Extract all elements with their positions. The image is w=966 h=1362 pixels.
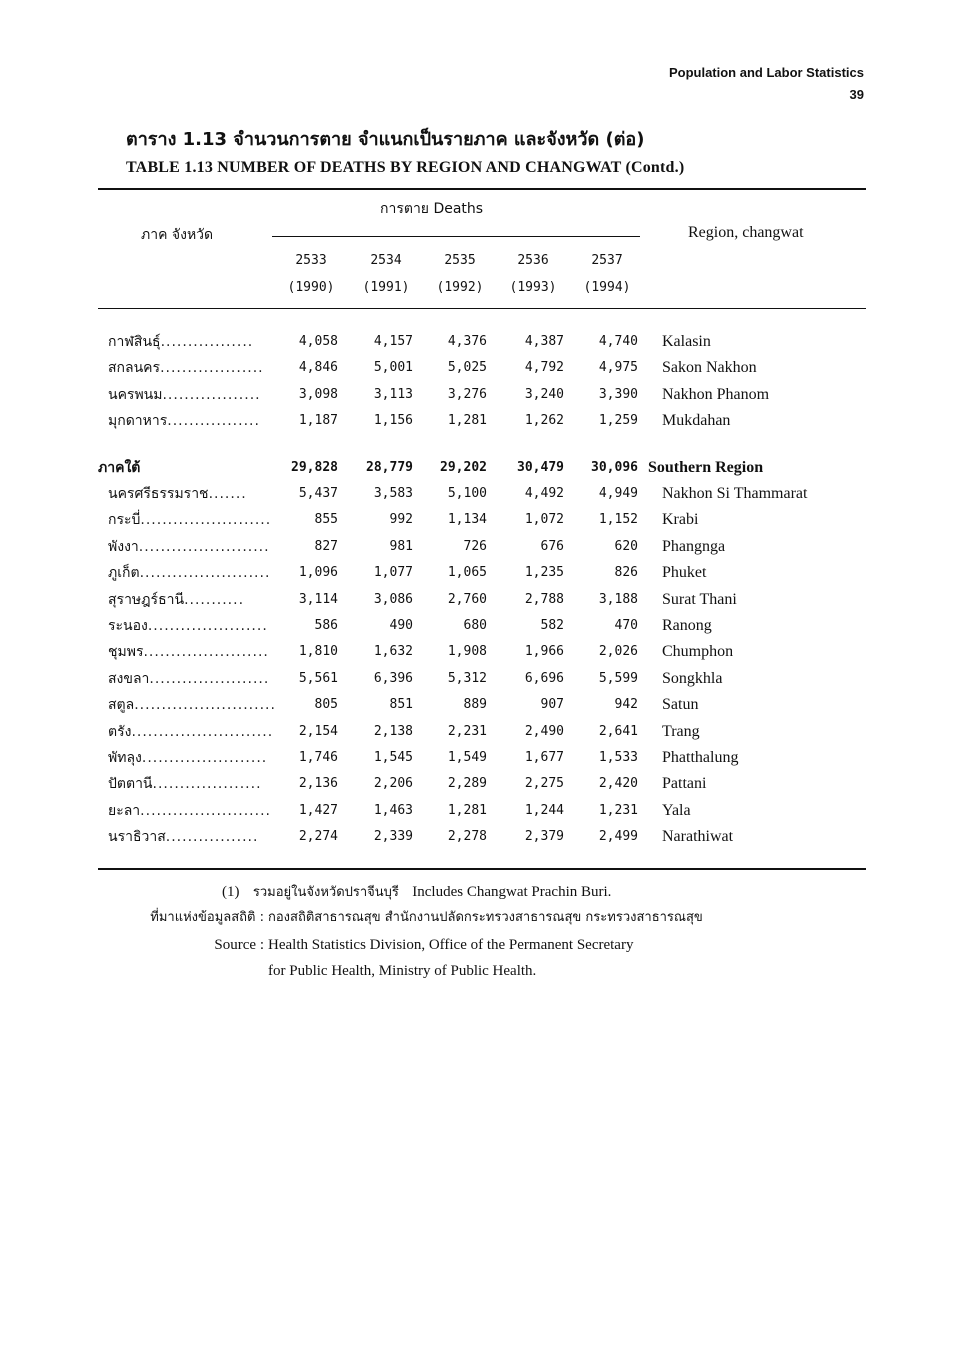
deaths-value: 981 xyxy=(389,538,413,554)
changwat-english: Surat Thani xyxy=(662,590,737,608)
deaths-value: 5,561 xyxy=(298,670,338,686)
deaths-value: 676 xyxy=(540,538,564,554)
changwat-english: Songkhla xyxy=(662,669,723,687)
leader-dots: ........................ xyxy=(140,802,271,819)
deaths-value: 855 xyxy=(314,512,338,528)
deaths-value: 4,376 xyxy=(447,334,487,349)
changwat-thai-name: นราธิวาส xyxy=(108,829,166,846)
deaths-value: 1,065 xyxy=(447,565,487,581)
deaths-value: 1,187 xyxy=(298,413,338,429)
year-ad-1994: (1994) xyxy=(583,280,631,295)
deaths-value: 1,231 xyxy=(598,802,638,818)
deaths-value: 1,072 xyxy=(524,512,564,528)
changwat-thai-name: ยะลา xyxy=(108,802,141,819)
table-title-thai: ตาราง 1.13 จำนวนการตาย จำแนกเป็นรายภาค และจังหวัด (ต่อ) xyxy=(126,129,645,150)
leader-dots: .......................... xyxy=(131,723,274,740)
table-row xyxy=(98,587,866,613)
changwat-thai xyxy=(108,692,276,718)
changwat-thai-name: ชุมพร xyxy=(108,644,144,661)
source-label-english: Source : xyxy=(214,937,264,953)
deaths-value: 5,599 xyxy=(598,670,638,686)
header-rule xyxy=(98,308,866,309)
changwat-english: Phatthalung xyxy=(662,749,739,766)
changwat-thai xyxy=(108,666,270,692)
table-row xyxy=(98,481,866,507)
deaths-value: 1,134 xyxy=(447,512,487,528)
deaths-value: 620 xyxy=(614,538,638,554)
changwat-thai-name: พังงา xyxy=(108,538,139,555)
deaths-value: 4,058 xyxy=(298,334,338,349)
year-ad-1990: (1990) xyxy=(287,280,335,295)
deaths-value: 1,677 xyxy=(524,750,564,765)
deaths-value: 1,746 xyxy=(298,750,338,765)
changwat-english: Yala xyxy=(662,801,691,819)
leader-dots: ...................... xyxy=(149,670,270,687)
running-head xyxy=(669,62,864,106)
changwat-english: Southern Region xyxy=(648,458,764,476)
year-ad-1993: (1993) xyxy=(509,280,557,295)
deaths-value: 2,154 xyxy=(298,723,338,739)
deaths-value: 2,339 xyxy=(373,829,413,845)
deaths-value: 1,281 xyxy=(447,802,487,818)
footnote-english: Includes Changwat Prachin Buri. xyxy=(412,884,612,900)
deaths-value: 1,156 xyxy=(373,413,413,429)
deaths-value: 3,113 xyxy=(373,386,413,402)
table-row xyxy=(98,560,866,586)
footnote xyxy=(222,882,611,903)
deaths-value: 29,202 xyxy=(440,459,487,475)
table-row xyxy=(98,534,866,560)
changwat-thai-name: ระนอง xyxy=(108,618,148,634)
changwat-english: Nakhon Phanom xyxy=(662,385,770,403)
header-deaths-underline xyxy=(272,236,640,237)
header-deaths: การตาย Deaths xyxy=(380,201,484,217)
changwat-thai-name: สงขลา xyxy=(108,670,150,687)
deaths-value: 827 xyxy=(314,538,338,554)
changwat-english: Narathiwat xyxy=(662,828,734,846)
deaths-value: 28,779 xyxy=(366,459,413,475)
changwat-english: Phuket xyxy=(662,564,707,582)
header-region-thai: ภาค จังหวัด xyxy=(141,227,214,243)
deaths-value: 2,641 xyxy=(598,723,638,739)
changwat-english: Krabi xyxy=(662,511,699,529)
source-english-line-2: for Public Health, Ministry of Public Health. xyxy=(268,963,537,979)
changwat-english: Phangnga xyxy=(662,537,726,555)
changwat-thai-name: สกลนคร xyxy=(108,360,161,377)
changwat-thai xyxy=(108,382,261,408)
deaths-value: 1,966 xyxy=(524,644,564,660)
deaths-value: 889 xyxy=(463,697,487,713)
deaths-value: 2,138 xyxy=(373,723,413,739)
deaths-value: 5,100 xyxy=(447,486,487,501)
table-row xyxy=(98,824,866,850)
changwat-thai xyxy=(108,355,264,381)
deaths-value: 1,549 xyxy=(447,750,487,765)
deaths-value: 2,379 xyxy=(524,829,564,845)
deaths-value: 490 xyxy=(389,618,413,633)
table-row xyxy=(98,329,866,355)
changwat-thai-name: สตูล xyxy=(108,697,135,714)
table-row xyxy=(98,613,866,639)
deaths-value: 2,499 xyxy=(598,829,638,845)
deaths-value: 907 xyxy=(540,697,564,713)
table-row xyxy=(98,719,866,745)
year-ad-1992: (1992) xyxy=(436,280,484,295)
deaths-value: 805 xyxy=(314,697,338,713)
deaths-value: 1,259 xyxy=(598,413,638,429)
leader-dots: ....................... xyxy=(141,750,268,766)
deaths-value: 2,490 xyxy=(524,723,564,739)
changwat-thai xyxy=(108,745,268,771)
deaths-value: 726 xyxy=(463,538,487,554)
changwat-thai xyxy=(108,329,258,355)
source-thai: กองสถิติสาธารณสุข สำนักงานปลัดกระทรวงสาธารณสุข กระทรวงสาธารณสุข xyxy=(268,910,703,925)
changwat-thai-name: มุกดาหาร xyxy=(108,413,168,430)
changwat-thai-name: ภูเก็ต xyxy=(108,565,140,582)
table-row xyxy=(98,507,866,533)
deaths-value: 2,136 xyxy=(298,776,338,792)
leader-dots: .......................... xyxy=(134,697,276,714)
deaths-value: 2,231 xyxy=(447,723,487,739)
deaths-value: 30,479 xyxy=(517,459,564,475)
year-be-2534: 2534 xyxy=(370,253,402,268)
leader-dots: ........................ xyxy=(138,538,270,555)
running-head-title: Population and Labor Statistics xyxy=(668,65,864,80)
deaths-value: 942 xyxy=(614,697,638,713)
changwat-thai-name: ตรัง xyxy=(108,723,132,740)
deaths-value: 3,276 xyxy=(447,386,487,402)
leader-dots: .................. xyxy=(162,386,261,403)
deaths-value: 4,387 xyxy=(524,334,564,349)
deaths-value: 3,188 xyxy=(598,591,638,607)
deaths-value: 2,274 xyxy=(298,829,338,845)
deaths-value: 1,533 xyxy=(598,750,638,765)
deaths-value: 2,275 xyxy=(524,776,564,792)
table-row xyxy=(98,382,866,408)
deaths-value: 4,949 xyxy=(598,486,638,501)
year-be-2536: 2536 xyxy=(517,253,549,268)
deaths-value: 3,098 xyxy=(298,386,338,402)
changwat-thai-name: นครพนม xyxy=(108,386,163,403)
deaths-value: 4,846 xyxy=(298,360,338,376)
header-region-english: Region, changwat xyxy=(688,224,804,241)
changwat-english: Satun xyxy=(662,696,699,714)
changwat-thai-name: พัทลุง xyxy=(108,750,142,766)
deaths-value: 4,792 xyxy=(524,360,564,376)
changwat-thai xyxy=(108,408,258,434)
changwat-thai xyxy=(108,560,271,586)
deaths-value: 2,760 xyxy=(447,591,487,607)
table-row xyxy=(98,745,866,771)
changwat-thai xyxy=(108,771,262,797)
region-row xyxy=(98,455,866,481)
leader-dots: ........................ xyxy=(139,565,271,582)
changwat-english: Sakon Nakhon xyxy=(662,359,757,377)
deaths-value: 1,262 xyxy=(524,413,564,429)
leader-dots: ................. xyxy=(167,413,260,430)
leader-dots: ...................... xyxy=(147,618,268,634)
changwat-english: Pattani xyxy=(662,775,707,793)
source-label-thai: ที่มาแห่งข้อมูลสถิติ : xyxy=(150,910,264,925)
deaths-value: 826 xyxy=(614,565,638,581)
changwat-thai xyxy=(108,534,270,560)
deaths-value: 2,788 xyxy=(524,591,564,607)
leader-dots: ....................... xyxy=(143,644,269,661)
deaths-value: 2,420 xyxy=(598,776,638,792)
changwat-thai xyxy=(108,798,271,824)
deaths-value: 3,114 xyxy=(298,591,338,607)
year-be-2535: 2535 xyxy=(444,253,476,268)
changwat-english: Trang xyxy=(662,722,700,740)
deaths-value: 30,096 xyxy=(591,459,638,475)
deaths-value: 851 xyxy=(389,697,413,713)
table-title-english: TABLE 1.13 NUMBER OF DEATHS BY REGION AND CHANGWAT (Contd.) xyxy=(126,159,685,176)
changwat-thai-name: ปัตตานี xyxy=(108,776,153,793)
deaths-value: 2,206 xyxy=(373,776,413,792)
deaths-value: 3,240 xyxy=(524,386,564,402)
deaths-value: 582 xyxy=(540,618,564,633)
leader-dots: ................... xyxy=(160,360,264,377)
year-be-2533: 2533 xyxy=(295,253,327,268)
changwat-thai-name: สุราษฎร์ธานี xyxy=(108,591,185,608)
table-row xyxy=(98,639,866,665)
bottom-rule xyxy=(98,868,866,870)
changwat-thai xyxy=(98,455,248,481)
deaths-value: 4,157 xyxy=(373,334,413,349)
deaths-value: 1,908 xyxy=(447,644,487,660)
footnote-mark: (1) xyxy=(222,884,240,900)
deaths-value: 5,437 xyxy=(298,486,338,501)
changwat-thai-name: ภาคใต้ xyxy=(98,459,141,476)
source-english-line-1: Health Statistics Division, Office of the Permanent Secretary xyxy=(268,937,634,953)
table-row xyxy=(98,771,866,797)
table-row xyxy=(98,798,866,824)
deaths-value: 3,086 xyxy=(373,591,413,607)
changwat-english: Ranong xyxy=(662,617,712,634)
table-row xyxy=(98,355,866,381)
changwat-english: Mukdahan xyxy=(662,412,731,430)
leader-dots: ....... xyxy=(208,486,247,502)
changwat-thai-name: กระบี่ xyxy=(108,512,141,529)
deaths-value: 3,390 xyxy=(598,386,638,402)
deaths-value: 1,632 xyxy=(373,644,413,660)
deaths-value: 1,427 xyxy=(298,802,338,818)
deaths-value: 1,545 xyxy=(373,750,413,765)
table-row xyxy=(98,692,866,718)
deaths-value: 586 xyxy=(314,618,338,633)
year-ad-1991: (1991) xyxy=(362,280,410,295)
changwat-thai xyxy=(108,639,269,665)
deaths-value: 992 xyxy=(389,512,413,528)
deaths-value: 1,244 xyxy=(524,802,564,818)
deaths-value: 2,289 xyxy=(447,776,487,792)
changwat-thai xyxy=(108,481,258,507)
table-row xyxy=(98,666,866,692)
deaths-value: 6,696 xyxy=(524,670,564,686)
leader-dots: ................. xyxy=(165,829,259,846)
deaths-value: 4,492 xyxy=(524,486,564,501)
deaths-value: 2,278 xyxy=(447,829,487,845)
deaths-value: 1,235 xyxy=(524,565,564,581)
footnote-thai: รวมอยู่ในจังหวัดปราจีนบุรี xyxy=(252,885,399,900)
deaths-value: 2,026 xyxy=(598,644,638,660)
deaths-value: 29,828 xyxy=(291,459,338,475)
changwat-thai-name: กาฬสินธุ์ xyxy=(108,334,161,350)
leader-dots: .................... xyxy=(152,776,262,793)
deaths-value: 5,001 xyxy=(373,360,413,376)
leader-dots: ................. xyxy=(160,334,254,350)
deaths-value: 1,281 xyxy=(447,413,487,429)
deaths-value: 1,077 xyxy=(373,565,413,581)
changwat-thai-name: นครศรีธรรมราช xyxy=(108,486,209,502)
changwat-thai xyxy=(108,824,258,850)
deaths-value: 4,740 xyxy=(598,334,638,349)
table-row xyxy=(98,408,866,434)
leader-dots: ........... xyxy=(184,591,245,608)
leader-dots: ........................ xyxy=(140,512,272,529)
deaths-value: 6,396 xyxy=(373,670,413,686)
page-number: 39 xyxy=(849,87,864,102)
year-be-2537: 2537 xyxy=(591,253,623,268)
deaths-value: 1,810 xyxy=(298,644,338,660)
deaths-value: 1,096 xyxy=(298,565,338,581)
changwat-thai xyxy=(108,507,272,533)
deaths-value: 1,152 xyxy=(598,512,638,528)
deaths-value: 470 xyxy=(614,618,638,633)
deaths-value: 680 xyxy=(463,618,487,633)
changwat-english: Nakhon Si Thammarat xyxy=(662,485,808,502)
table-title xyxy=(126,124,684,177)
deaths-value: 5,025 xyxy=(447,360,487,376)
top-rule xyxy=(98,188,866,190)
deaths-value: 4,975 xyxy=(598,360,638,376)
changwat-english: Chumphon xyxy=(662,643,734,661)
changwat-thai xyxy=(108,719,274,745)
deaths-value: 1,463 xyxy=(373,802,413,818)
deaths-value: 3,583 xyxy=(373,486,413,501)
changwat-english: Kalasin xyxy=(662,333,711,350)
changwat-thai xyxy=(108,613,268,639)
changwat-thai xyxy=(108,587,258,613)
deaths-value: 5,312 xyxy=(447,670,487,686)
